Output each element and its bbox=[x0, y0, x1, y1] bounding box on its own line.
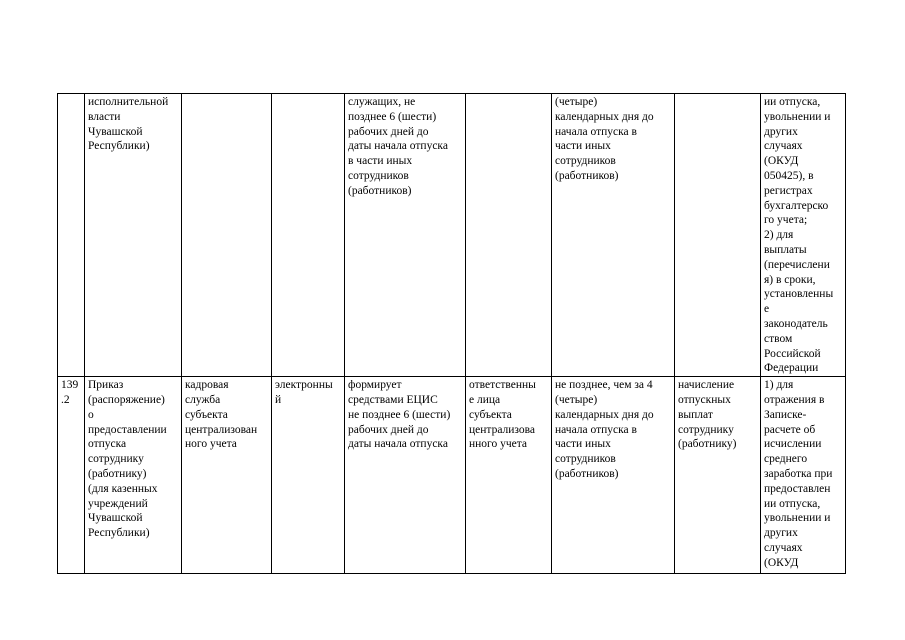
operation-cell: начисление отпускных выплат сотруднику (работнику) bbox=[675, 377, 761, 574]
action-deadline-cell: формирует средствами ЕЦИС не позднее 6 (шести) рабочих дней до даты начала отпуска bbox=[345, 377, 466, 574]
table-row bbox=[58, 94, 846, 377]
document-table bbox=[57, 93, 846, 574]
action-deadline-cell: служащих, не позднее 6 (шести) рабочих дней до даты начала отпуска в части иных сотрудников (работников) bbox=[345, 94, 466, 377]
responsible-unit-cell bbox=[182, 94, 272, 377]
document-name-cell: исполнительной власти Чувашской Республики) bbox=[85, 94, 182, 377]
transfer-deadline-cell: не позднее, чем за 4 (четыре) календарных дня до начала отпуска в части иных сотрудников (работников) bbox=[552, 377, 675, 574]
purpose-cell: ии отпуска, увольнении и других случаях (ОКУД 050425), в регистрах бухгалтерско го учета; 2) для выплаты (перечислени я) в сроки, установленны е законодатель ством Российской Федерации bbox=[761, 94, 846, 377]
format-cell: электронны й bbox=[272, 377, 345, 574]
purpose-cell: 1) для отражения в Записке- расчете об исчислении среднего заработка при предоставлен ии отпуска, увольнении и других случаях (ОКУД bbox=[761, 377, 846, 574]
table-row bbox=[58, 377, 846, 574]
operation-cell bbox=[675, 94, 761, 377]
recipient-cell: ответственны е лица субъекта централизова нного учета bbox=[466, 377, 552, 574]
document-name-cell: Приказ (распоряжение) о предоставлении отпуска сотруднику (работнику) (для казенных учреждений Чувашской Республики) bbox=[85, 377, 182, 574]
row-number-cell: 139 .2 bbox=[58, 377, 85, 574]
responsible-unit-cell: кадровая служба субъекта централизован ного учета bbox=[182, 377, 272, 574]
row-number-cell bbox=[58, 94, 85, 377]
recipient-cell bbox=[466, 94, 552, 377]
transfer-deadline-cell: (четыре) календарных дня до начала отпуска в части иных сотрудников (работников) bbox=[552, 94, 675, 377]
format-cell bbox=[272, 94, 345, 377]
